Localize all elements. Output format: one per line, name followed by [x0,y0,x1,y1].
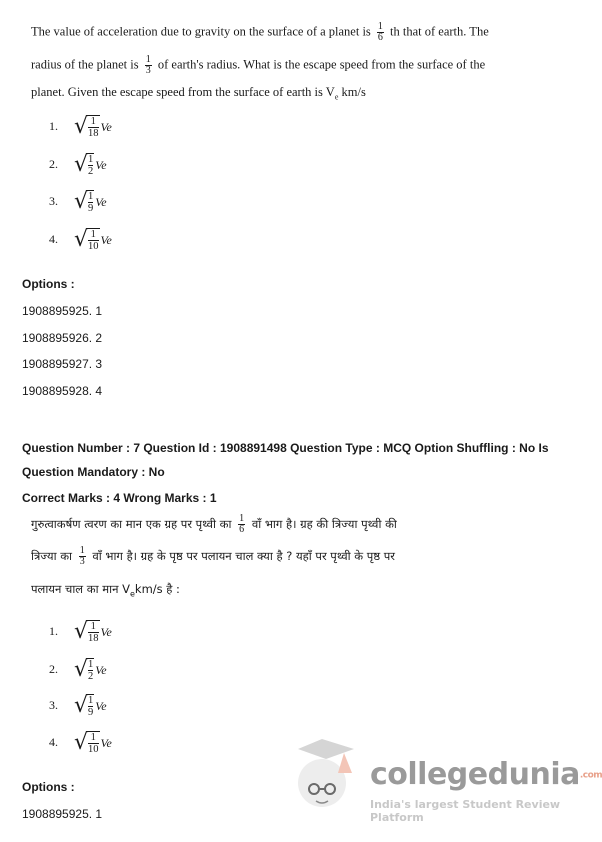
q7-choice-4: 4. √ 1 10 Ve [49,730,112,755]
option-id: 1908895927. 3 [22,357,103,371]
mascot-logo [292,733,372,813]
radical: √ 1 2 Ve [74,657,107,682]
q7-text: पलायन चाल का मान V [31,582,130,596]
q6-text: of earth's radius. What is the escape speed from the surface of the [157,57,486,72]
q6-text: The value of acceleration due to gravity on the surface of a planet is [31,24,371,39]
fraction: $\frac{1}{6}$ [377,21,383,43]
q6-choice-2: 2. √ 1 2 Ve [49,152,107,177]
option-id: 1908895928. 4 [22,384,103,398]
q6-choice-1: 1. √ 1 18 Ve [49,114,112,139]
question-header: Question Number : 7 Question Id : 1908891498 Question Type : MCQ Option Shuffling : No Is [22,441,549,455]
q7-text: वाँ भाग है। ग्रह की त्रिज्या पृथ्वी की [251,517,397,531]
q6-text: th that of earth. The [390,24,489,39]
option-id: 1908895925. 1 [22,304,103,318]
radical: √ 1 10 Ve [74,227,112,252]
q6-line-1 [31,22,489,43]
brand-suffix: .com [579,770,602,781]
q6-text: planet. Given the escape speed from the surface of earth is V [31,85,335,99]
radical: √ 1 18 Ve [74,114,112,139]
marks-info: Correct Marks : 4 Wrong Marks : 1 [22,491,217,505]
q6-text: radius of the planet is [31,57,139,72]
radical: √ 1 9 Ve [74,693,107,718]
q6-line-2 [31,55,485,76]
q7-line-1 [31,514,397,535]
option-id: 1908895925. 1 [22,807,103,821]
radical: √ 1 2 Ve [74,152,107,177]
q7-choice-1: 1. √ 1 18 Ve [49,619,112,644]
q7-choice-2: 2. √ 1 2 Ve [49,657,107,682]
q6-line-3 [31,85,366,102]
subscript: e [334,92,339,102]
brand-tagline: India's largest Student Review Platform [370,798,561,824]
q7-text: km/s है : [134,582,180,596]
options-label: Options : [22,780,75,794]
options-label: Options : [22,277,75,291]
radical: √ 1 9 Ve [74,189,107,214]
q7-choice-3: 3. √ 1 9 Ve [49,693,107,718]
question-mandatory: Question Mandatory : No [22,465,165,479]
radical: √ 1 10 Ve [74,730,112,755]
graduate-mascot-icon [292,733,372,813]
fraction: $\frac{1}{6}$ [239,513,245,535]
q6-choice-3: 3. √ 1 9 Ve [49,189,107,214]
radical: √ 1 18 Ve [74,619,112,644]
brand-name: collegedunia.com [370,757,602,792]
subscript: e [129,589,135,599]
q7-text: गुरुत्वाकर्षण त्वरण का मान एक ग्रह पर पृथ्वी का [31,517,232,531]
q7-text: त्रिज्या का [31,549,73,563]
fraction: $\frac{1}{3}$ [79,545,85,567]
q6-text: km/s [338,85,366,99]
q6-choice-4: 4. √ 1 10 Ve [49,227,112,252]
q7-line-2 [31,546,395,567]
q7-line-3 [31,582,180,598]
option-id: 1908895926. 2 [22,331,103,345]
q7-text: वाँ भाग है। ग्रह के पृष्ठ पर पलायन चाल क्या है ? यहाँ पर पृथ्वी के पृष्ठ पर [92,549,395,563]
fraction: $\frac{1}{3}$ [145,54,151,76]
